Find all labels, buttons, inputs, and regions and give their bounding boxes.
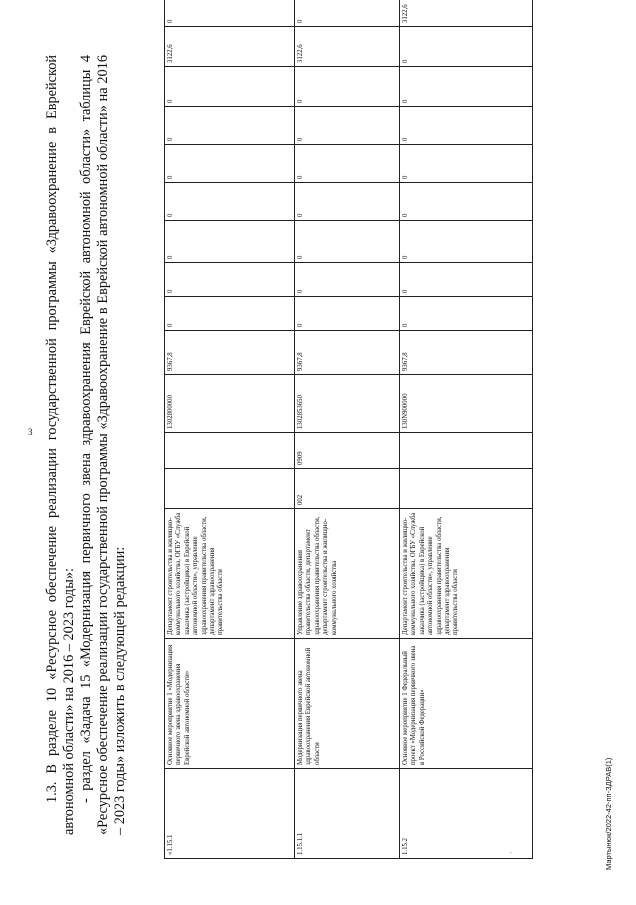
value-cell: 0 [165, 297, 295, 331]
section-heading [44, 55, 129, 835]
grbs-code: 002 [295, 469, 400, 509]
value-cell: 0 [400, 263, 533, 297]
document-code [604, 610, 618, 870]
table-row [400, 0, 533, 859]
value-cell: 9367,8 [165, 331, 295, 375]
value-cell: 0 [295, 145, 400, 183]
csr-code: 1302800000 [165, 375, 295, 433]
value-cell: 0 [295, 263, 400, 297]
resource-table [164, 0, 533, 859]
heading-paragraph-1: 1.3. В разделе 10 «Ресурсное обеспечение реализации государственной программы «Здравоохранение в Еврейской автономной области» на 2016 – 2023 годы»: [44, 55, 77, 835]
measure-name: Основное мероприятие 1 «Модернизация первичного звена здравоохранения Еврейской автономной области» [165, 639, 295, 769]
stray-mark: - [510, 850, 512, 856]
rzpr-code [400, 433, 533, 469]
executor: Департамент строительства и жилищно-коммунального хозяйства, ОГБУ «Служба заказчика (застройщика) в Еврейской автономной области», управление здравоохранения правительства области, департамент здравоохранения правительства области [400, 509, 533, 639]
table-row [295, 0, 400, 859]
measure-name: Основное мероприятие 1 Федеральный проект «Модернизация первичного звена в Российской Федерации» [400, 639, 533, 769]
value-cell: 9367,8 [400, 331, 533, 375]
value-cell: 0 [295, 67, 400, 107]
value-cell: 0 [400, 27, 533, 67]
value-cell: 0 [295, 221, 400, 263]
value-cell: 0 [295, 0, 400, 27]
csr-code: 130N900000 [400, 375, 533, 433]
measure-name: Модернизация первичного звена здравоохранения Еврейской автономной области [295, 639, 400, 769]
value-cell: 0 [400, 145, 533, 183]
value-cell: 0 [165, 67, 295, 107]
value-cell: 0 [295, 183, 400, 221]
value-cell: 0 [400, 221, 533, 263]
value-cell: 0 [165, 107, 295, 145]
value-cell: 0 [165, 183, 295, 221]
row-number: 1.15.1.1 [295, 769, 400, 859]
value-cell: 0 [295, 297, 400, 331]
table-row [165, 0, 295, 859]
grbs-code [400, 469, 533, 509]
page-number: 3 [28, 427, 33, 437]
value-cell: 0 [165, 145, 295, 183]
value-cell: 0 [165, 221, 295, 263]
value-cell: 0 [400, 183, 533, 221]
value-cell: 3122,6 [400, 0, 533, 27]
value-cell: 0 [400, 67, 533, 107]
document-code-text: Мартынюк/2022-42-пп-ЗДРАВ(1) [604, 757, 613, 870]
value-cell: 3122,6 [295, 27, 400, 67]
value-cell: 0 [400, 107, 533, 145]
value-cell: 0 [400, 297, 533, 331]
value-cell: 0 [165, 0, 295, 27]
grbs-code [165, 469, 295, 509]
executor: Управление здравоохранения правительства области, департамент здравоохранения правительства области, департамент строительства и жилищно-коммунального хозяйства [295, 509, 400, 639]
row-number: 1.15.2 [400, 769, 533, 859]
rzpr-code: 0909 [295, 433, 400, 469]
rzpr-code [165, 433, 295, 469]
rotated-page [0, 5, 636, 875]
value-cell: 0 [165, 263, 295, 297]
executor: Департамент строительства и жилищно-коммунального хозяйства, ОГБУ «Служба заказчика (застройщика) в Еврейской автономной области», управление здравоохранения правительства области, департамент здравоохранения правительства области [165, 509, 295, 639]
value-cell: 9367,8 [295, 331, 400, 375]
csr-code: 1302853650 [295, 375, 400, 433]
value-cell: 3122,6 [165, 27, 295, 67]
heading-paragraph-2: - раздел «Задача 15 «Модернизация первичного звена здравоохранения Еврейской автономной области» таблицы 4 «Ресурсное обеспечение реализации государственной программы «Здравоохранение в Еврейской автономной области» на 2016 – 2023 годы» изложить в следующей редакции: [78, 55, 128, 835]
value-cell: 0 [295, 107, 400, 145]
row-number: «1.15.1 [165, 769, 295, 859]
